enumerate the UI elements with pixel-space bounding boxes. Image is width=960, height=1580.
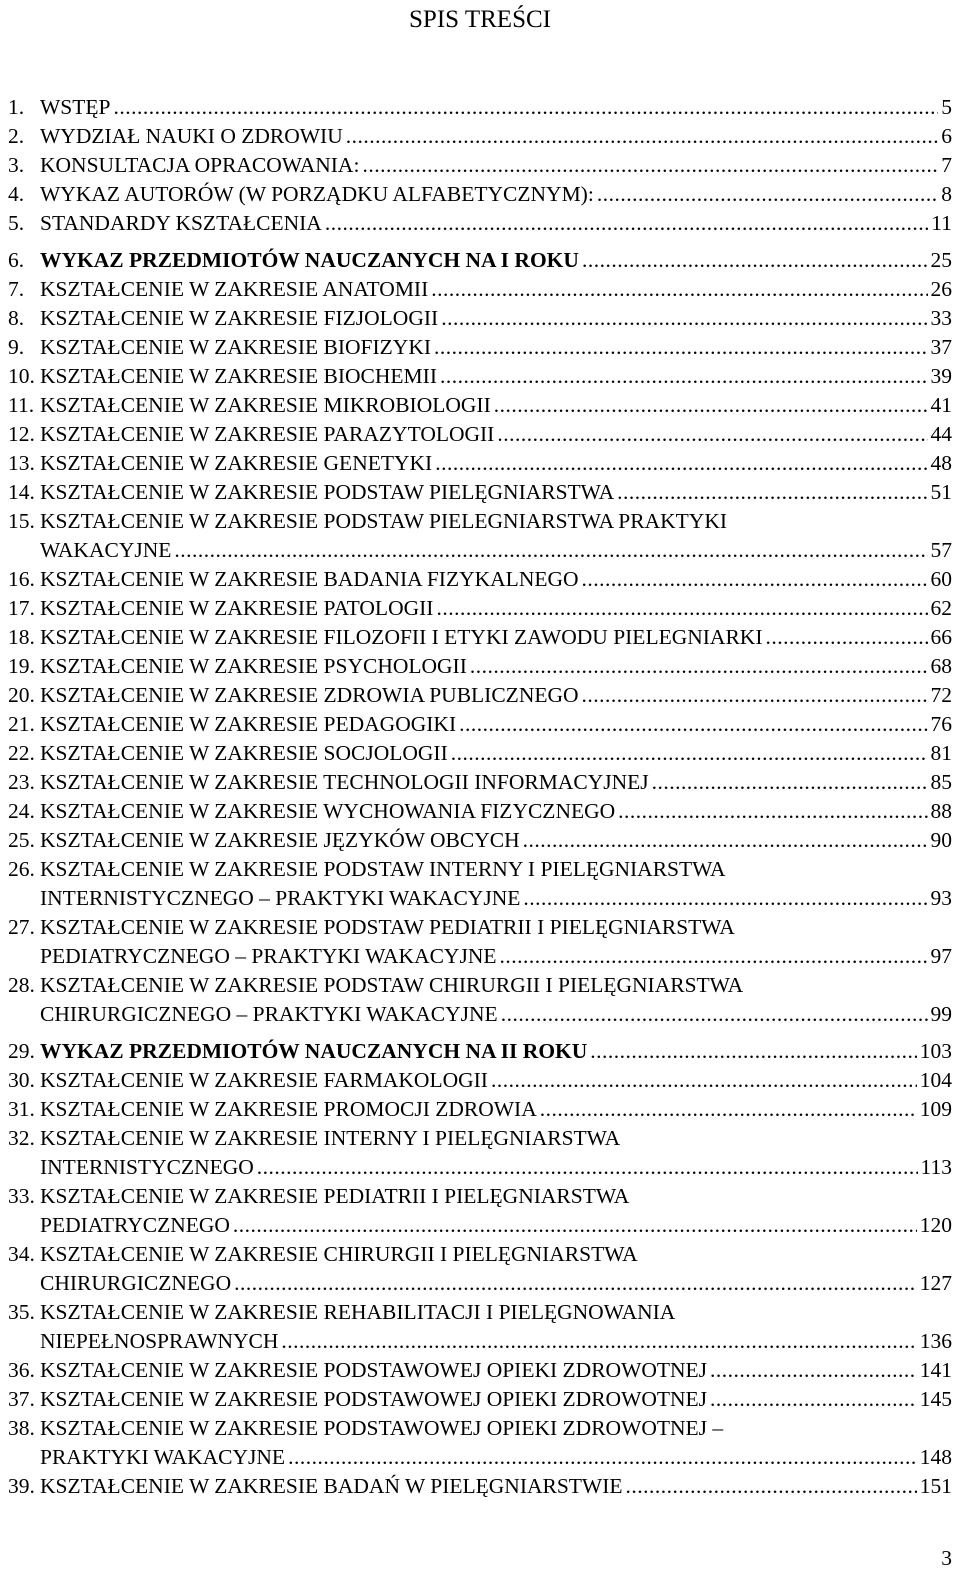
toc-entry-title: KSZTAŁCENIE W ZAKRESIE PODSTAW PEDIATRII I PIELĘGNIARSTWA [40,915,735,939]
toc-entry-page: 39 [930,364,952,388]
toc-entry-number: 6. [8,248,25,272]
toc-entry-title: KSZTAŁCENIE W ZAKRESIE WYCHOWANIA FIZYCZNEGO [40,799,616,823]
dot-leader [288,1443,917,1472]
toc-entry-page: 145 [919,1387,952,1411]
toc-entry-number: 38. [8,1416,35,1440]
toc-entry[interactable] [8,333,952,362]
toc-entry-number: 32. [8,1126,35,1150]
toc-entry[interactable] [8,507,952,565]
toc-entry-title: KONSULTACJA OPRACOWANIA: [40,153,360,177]
dot-leader [431,275,927,304]
toc-entry-page: 25 [930,248,952,272]
dot-leader [470,652,928,681]
toc-entry-page: 11 [931,211,952,235]
dot-leader [451,739,928,768]
toc-entry-page: 68 [930,654,952,678]
toc-entry-title: KSZTAŁCENIE W ZAKRESIE ANATOMII [40,277,429,301]
toc-entry-number: 7. [8,277,25,301]
dot-leader [626,1472,917,1501]
toc-entry[interactable] [8,420,952,449]
toc-entry[interactable] [8,93,952,122]
toc-entry-number: 37. [8,1387,35,1411]
toc-entry-number: 1. [8,95,25,119]
toc-entry-page: 37 [930,335,952,359]
toc-entry[interactable] [8,1124,952,1182]
dot-leader [710,1385,917,1414]
toc-entry-page: 151 [919,1474,952,1498]
toc-entry-page: 60 [930,567,952,591]
dot-leader [540,1095,917,1124]
toc-entry-number: 22. [8,741,35,765]
dot-leader [582,246,928,275]
toc-entry-page: 33 [930,306,952,330]
toc-entry[interactable] [8,1037,952,1066]
dot-leader [494,391,928,420]
dot-leader [441,304,927,333]
toc-entry-title: KSZTAŁCENIE W ZAKRESIE FIZJOLOGII [40,306,439,330]
toc-entry-page: 81 [930,741,952,765]
toc-entry[interactable] [8,797,952,826]
toc-entry-number: 14. [8,480,35,504]
toc-entry-number: 33. [8,1184,35,1208]
toc-entry[interactable] [8,1182,952,1240]
toc-entry-title: KSZTAŁCENIE W ZAKRESIE TECHNOLOGII INFORMACYJNEJ [40,770,649,794]
toc-entry[interactable] [8,449,952,478]
toc-entry-title: KSZTAŁCENIE W ZAKRESIE BADANIA FIZYKALNEGO [40,567,579,591]
toc-entry-title: KSZTAŁCENIE W ZAKRESIE SOCJOLOGII [40,741,448,765]
toc-entry-number: 29. [8,1039,35,1063]
toc-entry-title: KSZTAŁCENIE W ZAKRESIE PROMOCJI ZDROWIA [40,1097,537,1121]
dot-leader [590,1037,916,1066]
toc-entry-number: 26. [8,857,35,881]
toc-entry-title: WAKACYJNE [40,538,172,562]
dot-leader [233,1211,917,1240]
toc-entry-page: 62 [930,596,952,620]
toc-entry-title: KSZTAŁCENIE W ZAKRESIE ZDROWIA PUBLICZNEGO [40,683,579,707]
dot-leader [497,420,927,449]
toc-entry-number: 20. [8,683,35,707]
dot-leader [765,623,927,652]
dot-leader [435,449,927,478]
toc-entry[interactable] [8,1356,952,1385]
toc-entry[interactable] [8,1240,952,1298]
toc-entry[interactable] [8,1414,952,1472]
toc-entry[interactable] [8,855,952,913]
toc-entry-title: KSZTAŁCENIE W ZAKRESIE GENETYKI [40,451,433,475]
toc-entry[interactable] [8,275,952,304]
toc-entry-page: 57 [930,538,952,562]
dot-leader [436,594,927,623]
toc-entry-page: 5 [941,95,952,119]
dot-leader [652,768,928,797]
toc-entry-number: 25. [8,828,35,852]
toc-entry-title: PEDIATRYCZNEGO [40,1213,230,1237]
toc-entry-title: KSZTAŁCENIE W ZAKRESIE PODSTAW INTERNY I PIELĘGNIARSTWA [40,857,726,881]
toc-entry-title: PRAKTYKI WAKACYJNE [40,1445,286,1469]
dot-leader [362,151,938,180]
toc-entry-page: 99 [930,1002,952,1026]
toc-entry-title: KSZTAŁCENIE W ZAKRESIE PODSTAW PIELEGNIARSTWA PRAKTYKI [40,509,728,533]
toc-entry[interactable] [8,971,952,1029]
toc-entry-page: 7 [941,153,952,177]
toc-entry-number: 39. [8,1474,35,1498]
toc-entry-title: WYDZIAŁ NAUKI O ZDROWIU [40,124,343,148]
toc-entry-page: 8 [941,182,952,206]
toc-entry-title: STANDARDY KSZTAŁCENIA [40,211,322,235]
toc-entry-number: 31. [8,1097,35,1121]
dot-leader [174,536,927,565]
toc-entry-page: 103 [919,1039,952,1063]
toc-entry[interactable] [8,652,952,681]
toc-entry-number: 12. [8,422,35,446]
toc-entry[interactable] [8,1095,952,1124]
toc-entry[interactable] [8,478,952,507]
toc-entry-title: KSZTAŁCENIE W ZAKRESIE INTERNY I PIELĘGNIARSTWA [40,1126,621,1150]
toc-entry-number: 3. [8,153,25,177]
toc-entry-page: 26 [930,277,952,301]
dot-leader [346,122,939,151]
toc-entry-number: 36. [8,1358,35,1382]
toc-entry-number: 11. [8,393,35,417]
toc-entry-title: WYKAZ AUTORÓW (W PORZĄDKU ALFABETYCZNYM): [40,182,594,206]
toc-entry-title: KSZTAŁCENIE W ZAKRESIE PODSTAW CHIRURGII I PIELĘGNIARSTWA [40,973,744,997]
toc-entry-title: KSZTAŁCENIE W ZAKRESIE BIOCHEMII [40,364,437,388]
toc-entry-number: 34. [8,1242,35,1266]
toc-entry-number: 24. [8,799,35,823]
toc-entry[interactable] [8,1298,952,1356]
toc-entry-title: KSZTAŁCENIE W ZAKRESIE PARAZYTOLOGII [40,422,495,446]
toc-entry[interactable] [8,565,952,594]
toc-entry-page: 113 [920,1155,952,1179]
toc-entry-page: 97 [930,944,952,968]
dot-leader [113,93,938,122]
dot-leader [325,209,928,238]
toc-entry[interactable] [8,209,952,238]
toc-entry-title: KSZTAŁCENIE W ZAKRESIE PSYCHOLOGII [40,654,467,678]
toc-entry-title: KSZTAŁCENIE W ZAKRESIE JĘZYKÓW OBCYCH [40,828,520,852]
dot-leader [257,1153,918,1182]
dot-leader [523,826,928,855]
toc-entry-number: 23. [8,770,35,794]
toc-entry-number: 17. [8,596,35,620]
toc-entry[interactable] [8,180,952,209]
toc-entry-title: WSTĘP [40,95,111,119]
dot-leader [491,1066,917,1095]
toc-entry-title: KSZTAŁCENIE W ZAKRESIE MIKROBIOLOGII [40,393,491,417]
toc-entry-page: 48 [930,451,952,475]
toc-entry[interactable] [8,1472,952,1501]
toc-entry-title: KSZTAŁCENIE W ZAKRESIE FILOZOFII I ETYKI ZAWODU PIELEGNIARKI [40,625,763,649]
toc-entry[interactable] [8,246,952,275]
toc-entry-page: 90 [930,828,952,852]
dot-leader [440,362,928,391]
toc-entry-title: KSZTAŁCENIE W ZAKRESIE PATOLOGII [40,596,434,620]
toc-entry-title: INTERNISTYCZNEGO [40,1155,254,1179]
toc-entry-page: 127 [919,1271,952,1295]
toc-entry-page: 120 [919,1213,952,1237]
toc-entry-title: PEDIATRYCZNEGO – PRAKTYKI WAKACYJNE [40,944,497,968]
toc-entry-title: CHIRURGICZNEGO – PRAKTYKI WAKACYJNE [40,1002,498,1026]
toc-entry-number: 10. [8,364,35,388]
toc-entry-page: 66 [930,625,952,649]
toc-entry[interactable] [8,913,952,971]
toc-entry-title: NIEPEŁNOSPRAWNYCH [40,1329,279,1353]
dot-leader [710,1356,917,1385]
toc-entry[interactable] [8,362,952,391]
toc-entry-page: 76 [930,712,952,736]
toc-entry[interactable] [8,768,952,797]
toc-entry-number: 28. [8,973,35,997]
toc-entry[interactable] [8,681,952,710]
toc-entry-page: 104 [919,1068,952,1092]
toc-entry-page: 109 [919,1097,952,1121]
toc-entry-number: 2. [8,124,25,148]
toc-entry-page: 85 [930,770,952,794]
toc-entry-number: 19. [8,654,35,678]
toc-entry-number: 21. [8,712,35,736]
toc-entry[interactable] [8,1385,952,1414]
toc-entry-title: KSZTAŁCENIE W ZAKRESIE PODSTAWOWEJ OPIEKI ZDROWOTNEJ [40,1387,708,1411]
toc-entry-page: 93 [930,886,952,910]
page-number: 3 [941,1546,952,1570]
toc-entry-title: INTERNISTYCZNEGO – PRAKTYKI WAKACYJNE [40,886,521,910]
toc-entry[interactable] [8,151,952,180]
toc-entry[interactable] [8,826,952,855]
toc-entry-page: 41 [930,393,952,417]
toc-entry-title: KSZTAŁCENIE W ZAKRESIE PODSTAWOWEJ OPIEKI ZDROWOTNEJ [40,1358,708,1382]
toc-entry[interactable] [8,710,952,739]
toc-entry-number: 9. [8,335,25,359]
toc-entry-title: KSZTAŁCENIE W ZAKRESIE FARMAKOLOGII [40,1068,488,1092]
toc-entry-number: 35. [8,1300,35,1324]
toc-entry-title: KSZTAŁCENIE W ZAKRESIE PEDAGOGIKI [40,712,457,736]
toc-entry-title: WYKAZ PRZEDMIOTÓW NAUCZANYCH NA II ROKU [40,1039,588,1063]
toc-entry[interactable] [8,739,952,768]
toc-entry-number: 30. [8,1068,35,1092]
toc-entry-number: 13. [8,451,35,475]
dot-leader [500,942,928,971]
dot-leader [281,1327,916,1356]
toc-entry-title: KSZTAŁCENIE W ZAKRESIE PODSTAW PIELĘGNIARSTWA [40,480,615,504]
toc-entry-page: 51 [930,480,952,504]
toc-entry-title: KSZTAŁCENIE W ZAKRESIE PODSTAWOWEJ OPIEKI ZDROWOTNEJ – [40,1416,724,1440]
toc-entry-page: 148 [919,1445,952,1469]
dot-leader [523,884,927,913]
toc-entry-number: 4. [8,182,25,206]
toc-entry[interactable] [8,304,952,333]
dot-leader [234,1269,917,1298]
toc-entry-page: 44 [930,422,952,446]
dot-leader [597,180,938,209]
toc-entry-title: CHIRURGICZNEGO [40,1271,232,1295]
dot-leader [617,478,927,507]
toc-entry-number: 18. [8,625,35,649]
toc-entry-number: 16. [8,567,35,591]
toc-entry-title: KSZTAŁCENIE W ZAKRESIE BADAŃ W PIELĘGNIARSTWIE [40,1474,623,1498]
toc-entry-page: 136 [919,1329,952,1353]
toc-entry-title: KSZTAŁCENIE W ZAKRESIE CHIRURGII I PIELĘGNIARSTWA [40,1242,638,1266]
dot-leader [501,1000,928,1029]
toc-entry-title: KSZTAŁCENIE W ZAKRESIE BIOFIZYKI [40,335,432,359]
toc-entry-number: 5. [8,211,25,235]
toc-entry-number: 15. [8,509,35,533]
dot-leader [618,797,927,826]
dot-leader [582,565,928,594]
page-title: SPIS TREŚCI [409,6,551,33]
toc-entry[interactable] [8,122,952,151]
dot-leader [582,681,928,710]
toc-entry-page: 72 [930,683,952,707]
toc-entry[interactable] [8,391,952,420]
toc-entry-title: KSZTAŁCENIE W ZAKRESIE PEDIATRII I PIELĘGNIARSTWA [40,1184,630,1208]
toc-entry-title: KSZTAŁCENIE W ZAKRESIE REHABILITACJI I PIELĘGNOWANIA [40,1300,676,1324]
dot-leader [434,333,927,362]
toc-entry-number: 8. [8,306,25,330]
toc-entry[interactable] [8,1066,952,1095]
toc-entry-page: 88 [930,799,952,823]
toc-entry-page: 141 [919,1358,952,1382]
toc-entry[interactable] [8,623,952,652]
dot-leader [459,710,927,739]
toc-entry-title: WYKAZ PRZEDMIOTÓW NAUCZANYCH NA I ROKU [40,248,579,272]
toc-entry-number: 27. [8,915,35,939]
toc-entry-page: 6 [941,124,952,148]
toc-entry[interactable] [8,594,952,623]
